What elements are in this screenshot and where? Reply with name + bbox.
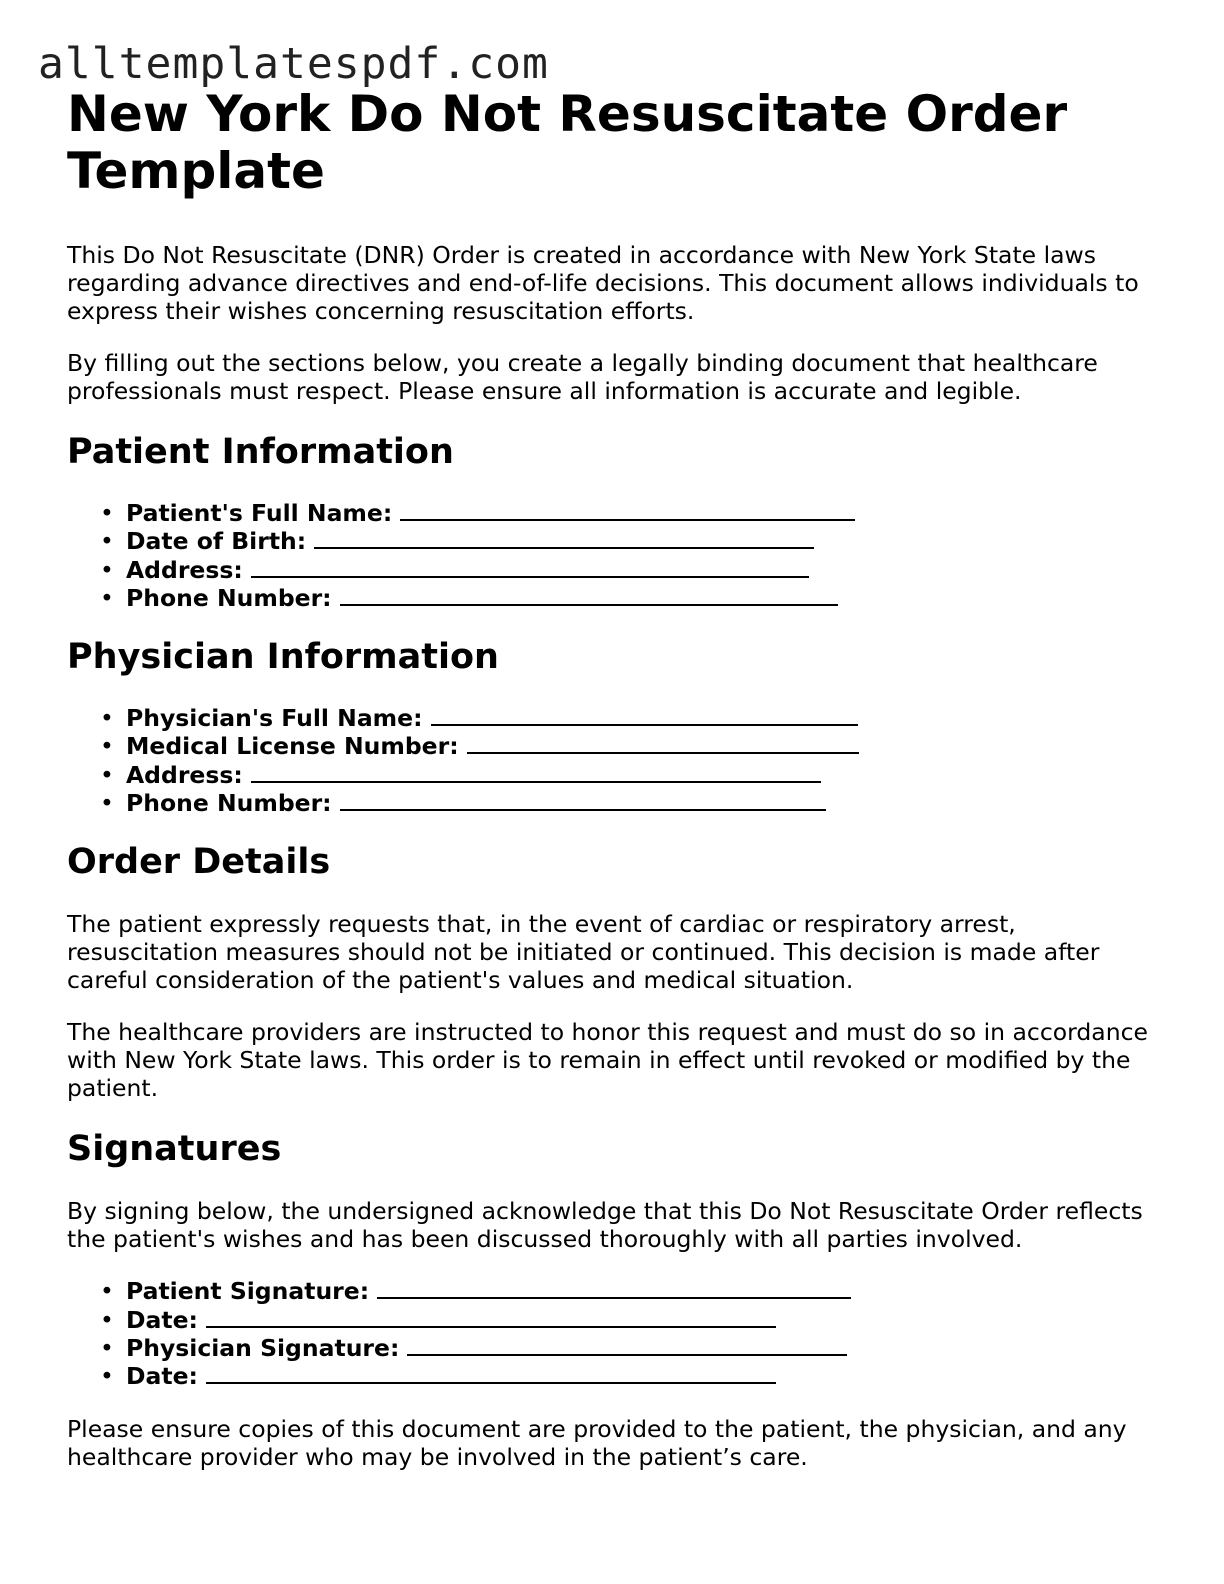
- patient-dob-field[interactable]: [126, 527, 1167, 555]
- field-label: Physician Signature:: [126, 1333, 400, 1362]
- physician-signature-date-field[interactable]: [126, 1362, 1167, 1390]
- field-label: Phone Number:: [126, 583, 332, 612]
- patient-information-list: [67, 499, 1167, 612]
- field-label: Address:: [126, 555, 243, 584]
- field-label: Date:: [126, 1305, 198, 1334]
- intro-paragraph-2: By filling out the sections below, you create a legally binding document that healthcare professionals must respect. Please ensure all information is accurate and legible.: [67, 349, 1098, 405]
- patient-information-heading: Patient Information: [67, 432, 454, 472]
- patient-name-field[interactable]: [126, 499, 1167, 527]
- field-blank-line[interactable]: [251, 763, 821, 783]
- physician-information-heading: Physician Information: [67, 637, 499, 678]
- physician-information-list: [67, 704, 1167, 817]
- field-label: Medical License Number:: [126, 732, 459, 761]
- signatures-heading: Signatures: [67, 1129, 282, 1170]
- signatures-intro: By signing below, the undersigned acknowledge that this Do Not Resuscitate Order reflects the patient's wishes and has been discussed thoroughly with all parties involved.: [67, 1197, 1143, 1254]
- intro-paragraph-1: This Do Not Resuscitate (DNR) Order is created in accordance with New York State laws regarding advance directives and end-of-life decisions. This document allows individuals to express their wishes concerning resuscitation efforts.: [67, 241, 1139, 325]
- physician-address-field[interactable]: [126, 761, 1167, 789]
- field-blank-line[interactable]: [314, 529, 814, 549]
- field-blank-line[interactable]: [206, 1308, 776, 1328]
- field-blank-line[interactable]: [340, 791, 826, 811]
- field-label: Patient's Full Name:: [126, 499, 393, 527]
- field-blank-line[interactable]: [467, 734, 859, 754]
- order-details-heading: Order Details: [67, 842, 331, 883]
- medical-license-field[interactable]: [126, 732, 1167, 760]
- patient-signature-date-field[interactable]: [126, 1306, 1167, 1334]
- field-blank-line[interactable]: [340, 586, 838, 606]
- closing-paragraph: Please ensure copies of this document are provided to the patient, the physician, and any healthcare provider who may be involved in the patient’s care.: [67, 1414, 1127, 1471]
- field-blank-line[interactable]: [377, 1279, 851, 1299]
- field-blank-line[interactable]: [407, 1336, 847, 1356]
- field-blank-line[interactable]: [431, 706, 858, 726]
- order-paragraph-1: The patient expressly requests that, in the event of cardiac or respiratory arrest, resuscitation measures should not be initiated or continued. This decision is made after careful consideration of the patient's values and medical situation.: [67, 910, 1100, 995]
- physician-name-field[interactable]: [126, 704, 1167, 732]
- watermark-text: alltemplatespdf.com: [38, 39, 549, 89]
- field-blank-line[interactable]: [206, 1364, 776, 1384]
- patient-address-field[interactable]: [126, 556, 1167, 584]
- field-blank-line[interactable]: [400, 501, 855, 521]
- document-page: [67, 86, 1167, 1471]
- field-label: Phone Number:: [126, 789, 332, 818]
- field-label: Address:: [126, 760, 243, 789]
- signatures-list: [67, 1277, 1167, 1390]
- patient-signature-field[interactable]: [126, 1277, 1167, 1305]
- patient-phone-field[interactable]: [126, 584, 1167, 612]
- document-title: New York Do Not Resuscitate Order Template: [67, 85, 1068, 200]
- field-label: Date:: [126, 1362, 198, 1391]
- physician-phone-field[interactable]: [126, 789, 1167, 817]
- field-blank-line[interactable]: [251, 558, 809, 578]
- field-label: Patient Signature:: [126, 1277, 370, 1306]
- field-label: Physician's Full Name:: [126, 704, 423, 733]
- order-paragraph-2: The healthcare providers are instructed to honor this request and must do so in accordance with New York State laws. This order is to remain in effect until revoked or modified by the patient.: [67, 1018, 1148, 1103]
- field-label: Date of Birth:: [126, 527, 307, 556]
- physician-signature-field[interactable]: [126, 1334, 1167, 1362]
